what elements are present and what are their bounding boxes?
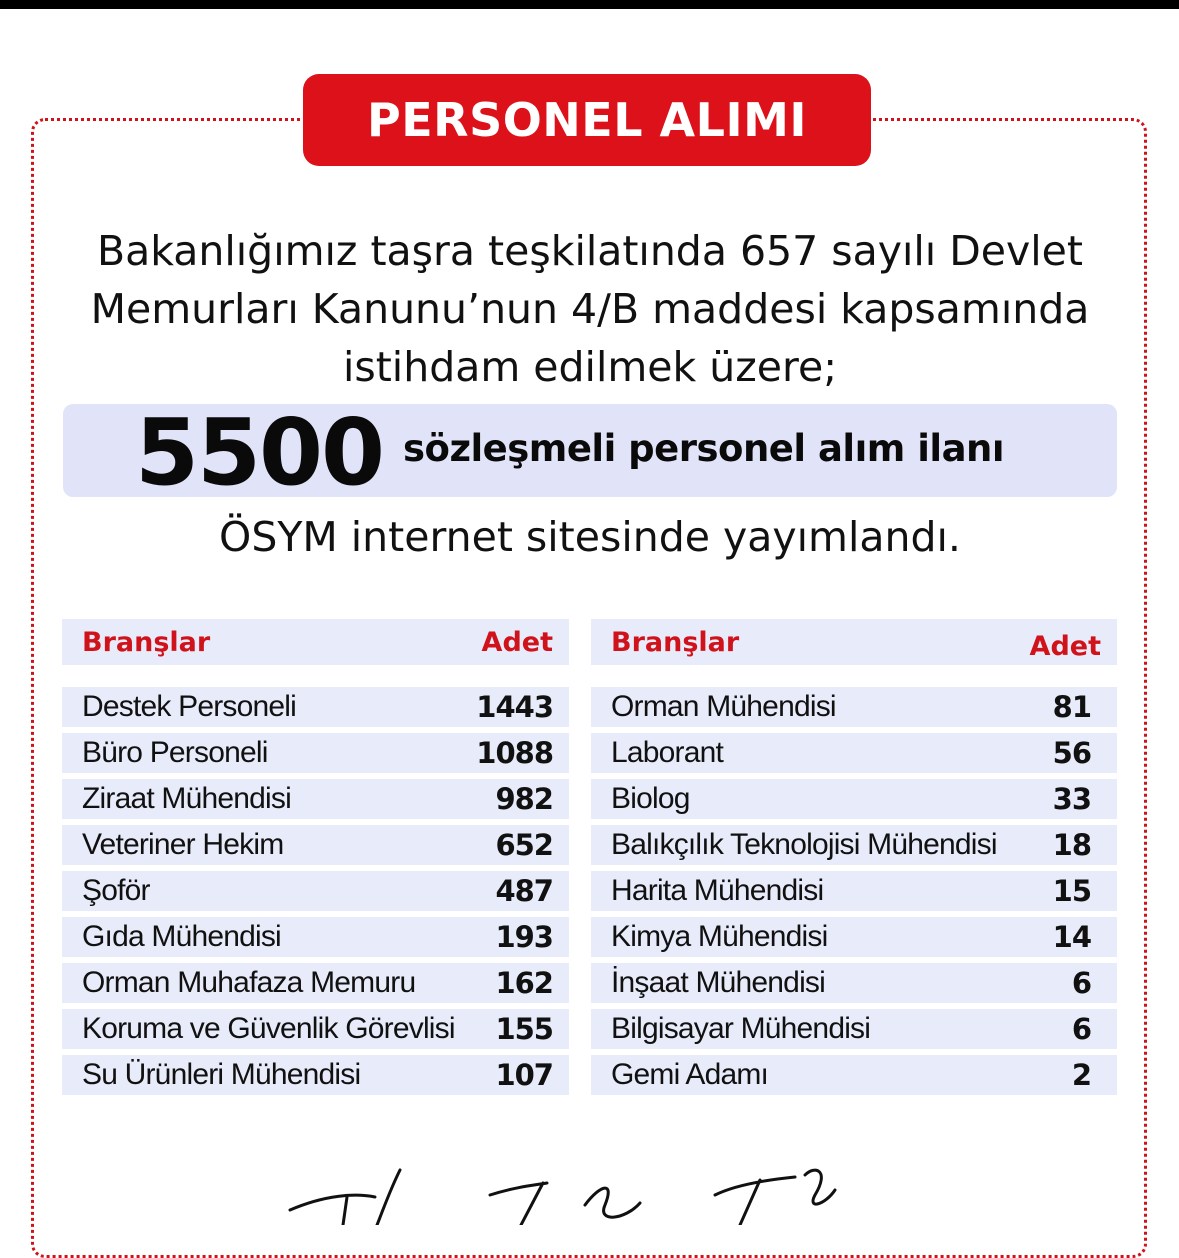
branch-name: Kimya Mühendisi bbox=[611, 920, 828, 953]
branch-name: Orman Mühendisi bbox=[611, 690, 836, 723]
header-count: Adet bbox=[481, 626, 553, 658]
branch-count: 982 bbox=[495, 782, 553, 816]
branch-count: 1088 bbox=[476, 736, 553, 770]
branch-name: Destek Personeli bbox=[82, 690, 296, 723]
table-row bbox=[591, 871, 1117, 911]
branch-name: Gemi Adamı bbox=[611, 1058, 769, 1091]
table-row bbox=[591, 1055, 1117, 1095]
intro-line: Memurları Kanunu’nun 4/B maddesi kapsamında bbox=[90, 285, 1090, 333]
title-banner bbox=[303, 74, 871, 166]
top-bar bbox=[0, 0, 1179, 9]
branch-count: 193 bbox=[495, 920, 553, 954]
branch-name: Koruma ve Güvenlik Görevlisi bbox=[82, 1012, 455, 1045]
table-row bbox=[591, 687, 1117, 727]
branch-name: Gıda Mühendisi bbox=[82, 920, 281, 953]
branch-name: Su Ürünleri Mühendisi bbox=[82, 1058, 361, 1091]
table-row bbox=[591, 917, 1117, 957]
branch-count: 6 bbox=[1071, 966, 1091, 1000]
branch-name: Harita Mühendisi bbox=[611, 874, 824, 907]
table-row bbox=[62, 1055, 569, 1095]
branch-name: Laborant bbox=[611, 736, 724, 769]
table-row bbox=[62, 871, 569, 911]
highlight-text: sözleşmeli personel alım ilanı bbox=[403, 427, 1005, 470]
branch-count: 15 bbox=[1052, 874, 1091, 908]
announcement-text: ÖSYM internet sitesinde yayımlandı. bbox=[219, 513, 961, 561]
page-title: PERSONEL ALIMI bbox=[367, 93, 807, 147]
branch-name: Balıkçılık Teknolojisi Mühendisi bbox=[611, 828, 997, 861]
table-body bbox=[62, 687, 569, 1095]
table-header bbox=[591, 619, 1117, 665]
branch-count: 155 bbox=[495, 1012, 553, 1046]
branch-count: 14 bbox=[1052, 920, 1091, 954]
signature-image bbox=[285, 1165, 845, 1225]
branch-name: Biolog bbox=[611, 782, 690, 815]
branch-count: 2 bbox=[1071, 1058, 1091, 1092]
table-header bbox=[62, 619, 569, 665]
total-count: 5500 bbox=[135, 399, 384, 506]
branch-count: 56 bbox=[1052, 736, 1091, 770]
table-body bbox=[591, 687, 1117, 1095]
table-row bbox=[591, 825, 1117, 865]
branch-name: Ziraat Mühendisi bbox=[82, 782, 291, 815]
table-row bbox=[62, 917, 569, 957]
intro-text bbox=[60, 222, 1120, 396]
branch-count: 652 bbox=[495, 828, 553, 862]
branch-count: 6 bbox=[1071, 1012, 1091, 1046]
table-row bbox=[62, 963, 569, 1003]
branch-count: 162 bbox=[495, 966, 553, 1000]
branch-table-right bbox=[591, 619, 1117, 1101]
table-row bbox=[591, 963, 1117, 1003]
branch-name: Şoför bbox=[82, 874, 150, 907]
branch-count: 107 bbox=[495, 1058, 553, 1092]
branch-name: Orman Muhafaza Memuru bbox=[82, 966, 416, 999]
branch-name: İnşaat Mühendisi bbox=[611, 966, 826, 999]
table-row bbox=[591, 733, 1117, 773]
branch-count: 81 bbox=[1052, 690, 1091, 724]
intro-line: Bakanlığımız taşra teşkilatında 657 sayılı Devlet bbox=[97, 227, 1083, 275]
header-count: Adet bbox=[1029, 630, 1101, 662]
table-row bbox=[62, 825, 569, 865]
branch-table-left bbox=[62, 619, 569, 1101]
branch-count: 1443 bbox=[476, 690, 553, 724]
branch-name: Bilgisayar Mühendisi bbox=[611, 1012, 871, 1045]
table-row bbox=[62, 779, 569, 819]
branch-name: Büro Personeli bbox=[82, 736, 268, 769]
table-row bbox=[591, 1009, 1117, 1049]
table-row bbox=[62, 1009, 569, 1049]
table-row bbox=[591, 779, 1117, 819]
branch-count: 33 bbox=[1052, 782, 1091, 816]
table-row bbox=[62, 733, 569, 773]
intro-line: istihdam edilmek üzere; bbox=[342, 343, 838, 391]
header-branch: Branşlar bbox=[611, 626, 740, 658]
branch-count: 487 bbox=[495, 874, 553, 908]
branch-name: Veteriner Hekim bbox=[82, 828, 284, 861]
header-branch: Branşlar bbox=[82, 626, 211, 658]
branch-count: 18 bbox=[1052, 828, 1091, 862]
table-row bbox=[62, 687, 569, 727]
